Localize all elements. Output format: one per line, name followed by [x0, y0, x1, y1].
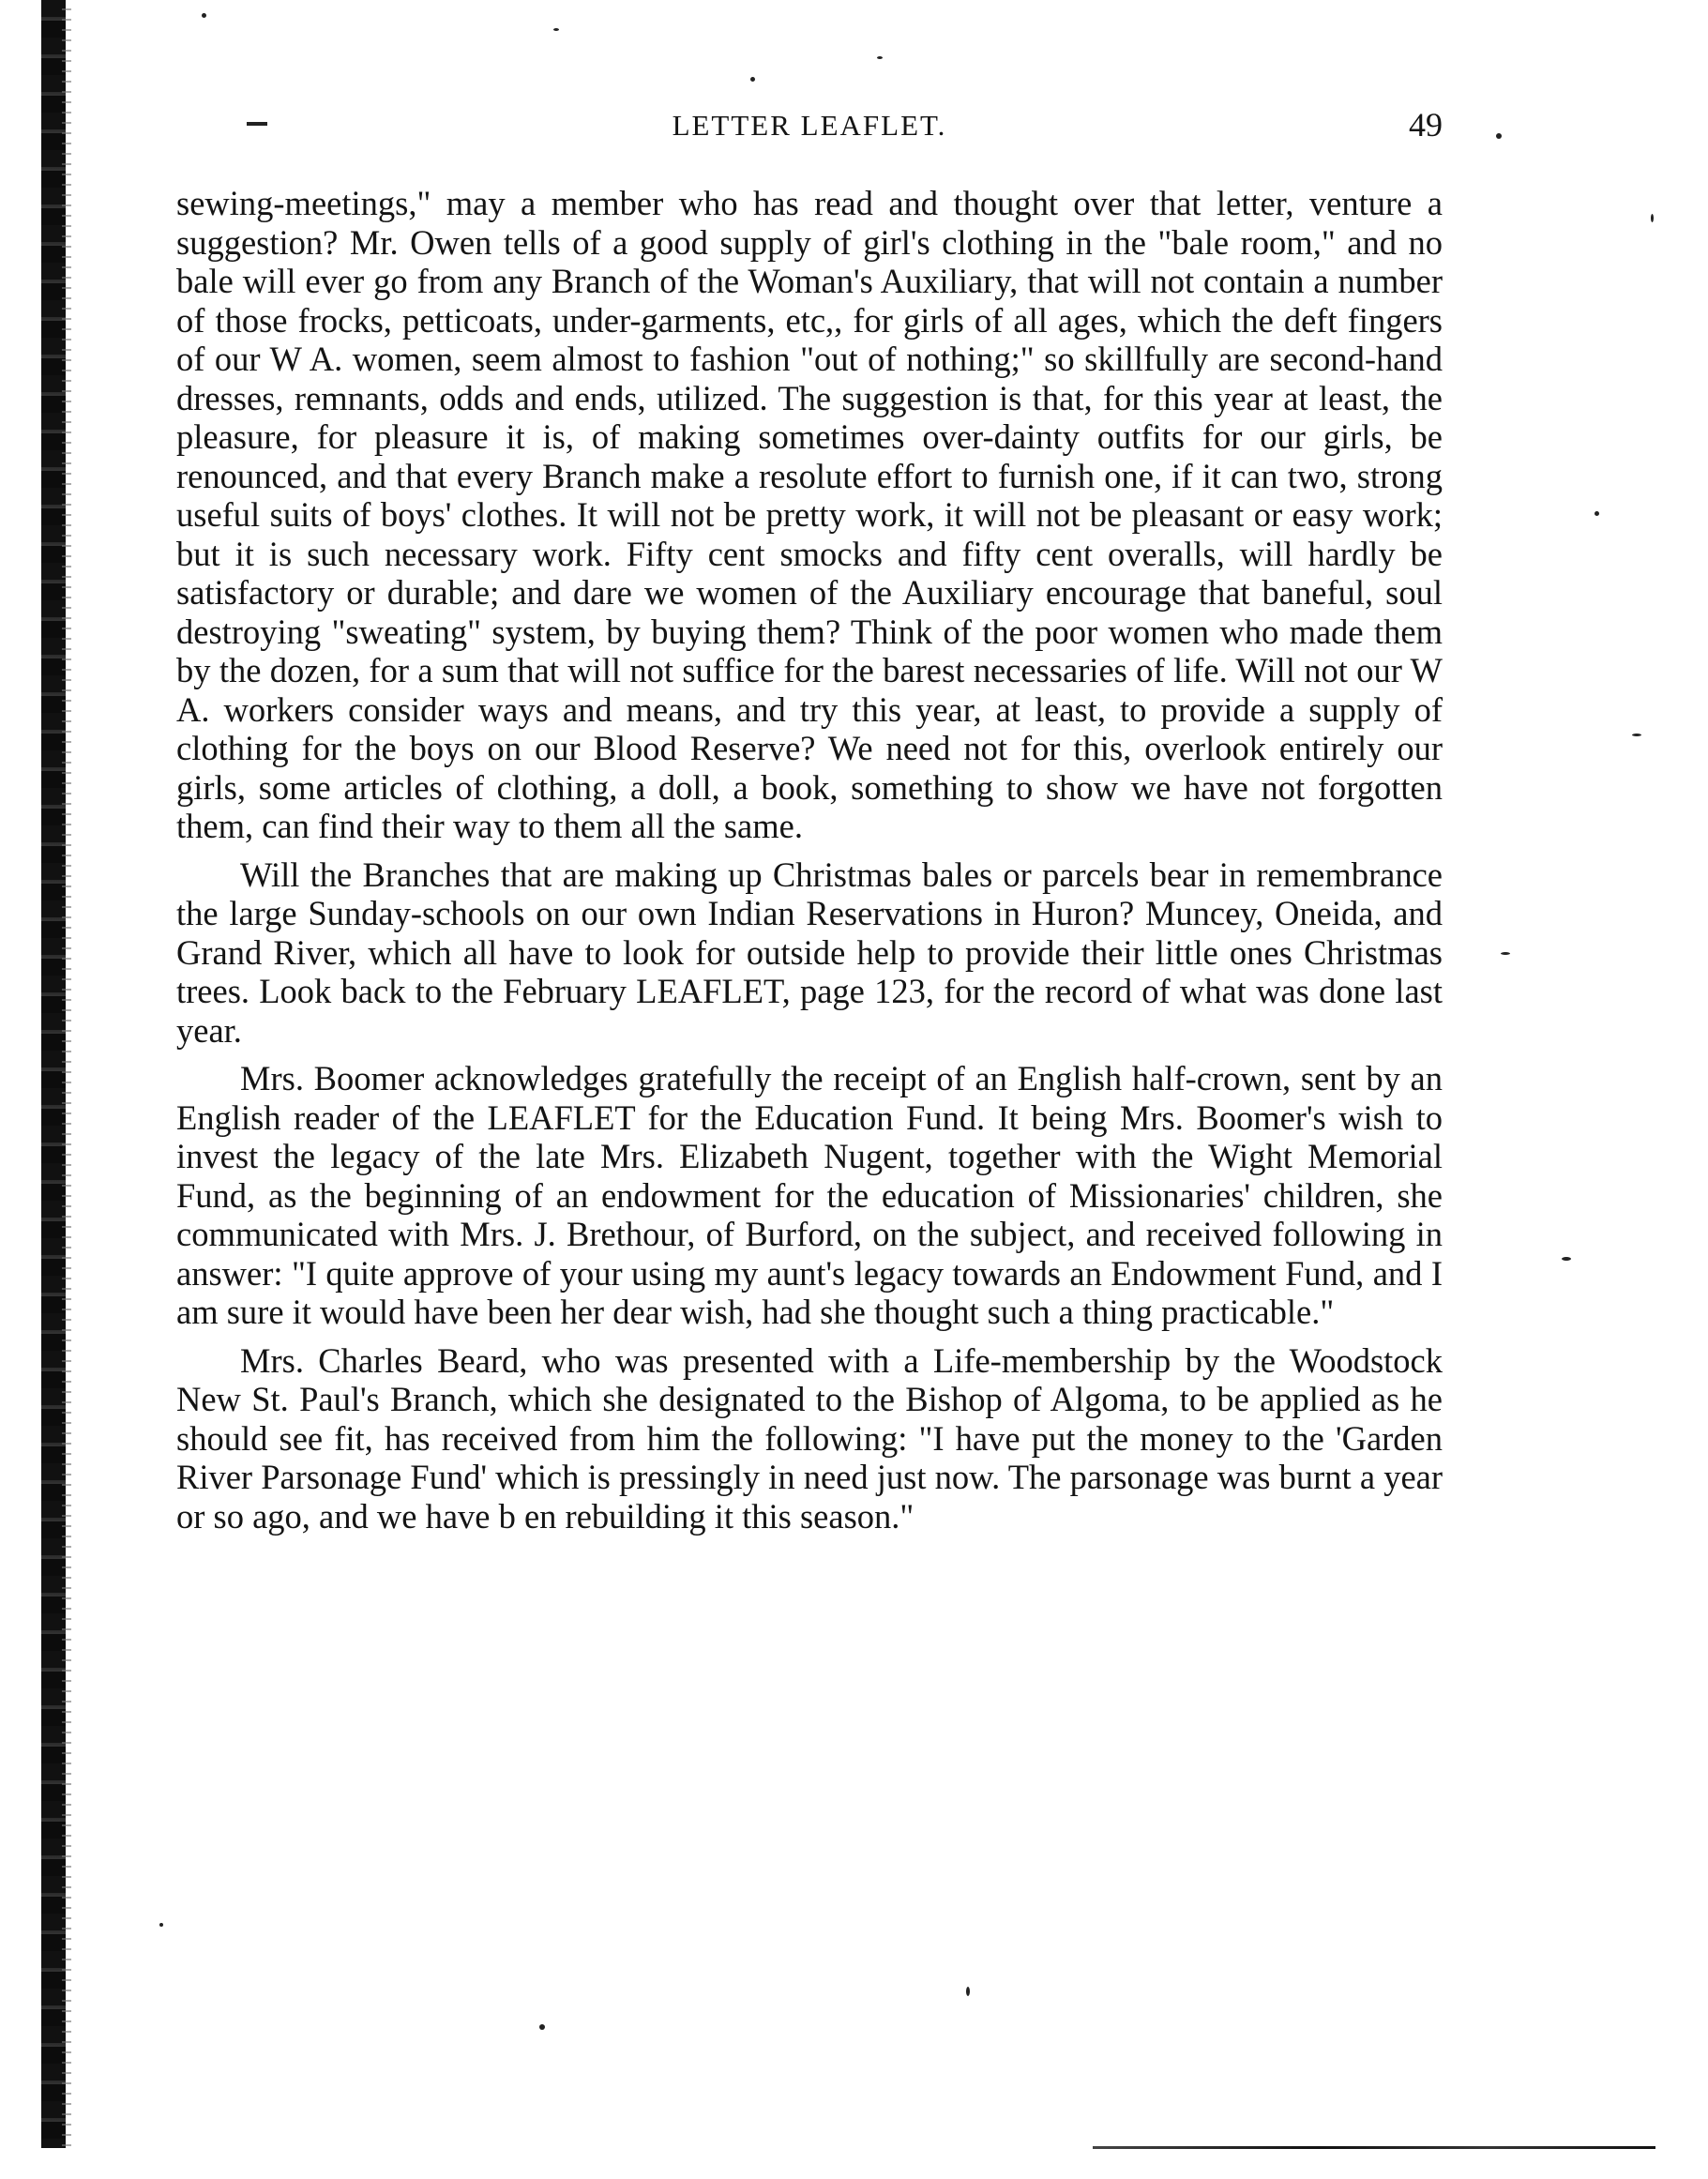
- speck: [877, 56, 883, 59]
- speck: [1496, 133, 1502, 139]
- bottom-rule: [1093, 2146, 1655, 2149]
- speck: [1501, 952, 1510, 955]
- speck: [539, 2024, 545, 2030]
- speck: [202, 13, 206, 18]
- paragraph-continuation: sewing-meetings," may a member who has read and thought over that letter, venture a suggestion? Mr. Owen tells of a good supply of girl's clothing in the "bale room," and no bale will ever go from any Branch of the Woman's Auxiliary, that will not contain a number of those frocks, petticoats, under-garments, etc,, for girls of all ages, which the deft fingers of our W A. women, seem almost to fashion "out of nothing;" so skillfully are second-hand dresses, remnants, odds and ends, utilized. The suggestion is that, for this year at least, the pleasure, for pleasure it is, of making sometimes over-dainty outfits for our girls, be renounced, and that every Branch make a resolute effort to furnish one, if it can two, strong useful suits of boys' clothes. It will not be pretty work, it will not be pleasant or easy work; but it is such necessary work. Fifty cent smocks and fifty cent overalls, will hardly be satisfactory or durable; and dare we women of the Auxiliary encourage that baneful, soul destroying "sweating" system, by buying them? Think of the poor women who made them by the dozen, for a sum that will not suffice for the barest necessaries of life. Will not our W A. workers consider ways and means, and try this year, at least, to provide a supply of clothing for the boys on our Blood Reserve? We need not for this, overlook entirely our girls, some articles of clothing, a doll, a book, something to show we have not forgotten them, can find their way to them all the same.: [176, 184, 1443, 845]
- speck: [1562, 1257, 1571, 1261]
- paragraph-boomer-education-fund: Mrs. Boomer acknowledges gratefully the receipt of an English half-crown, sent by an English reader of the LEAFLET for the Education Fund. It being Mrs. Boomer's wish to invest the legacy of the late Mrs. Elizabeth Nugent, together with the Wight Memorial Fund, as the beginning of an endowment for the education of Missionaries' children, she communicated with Mrs. J. Brethour, of Burford, on the subject, and received following in answer: "I quite approve of your using my aunt's legacy towards an Endowment Fund, and I am sure it would have been her dear wish, had she thought such a thing practicable.": [176, 1059, 1443, 1331]
- running-title: LETTER LEAFLET.: [672, 109, 947, 142]
- paragraph-beard-life-membership: Mrs. Charles Beard, who was presented with a Life-membership by the Woodstock New St. Paul's Branch, which she designated to the Bishop of Algoma, to be applied as he should see fit, has received from him the following: "I have put the money to the 'Garden River Parsonage Fund' which is pressingly in need just now. The parsonage was burnt a year or so ago, and we have b en rebuilding it this season.": [176, 1340, 1443, 1536]
- running-header: [176, 105, 1443, 152]
- speck: [159, 1923, 163, 1927]
- speck: [553, 28, 559, 31]
- speck: [966, 1987, 970, 1996]
- speck: [1632, 734, 1641, 736]
- speck: [750, 77, 755, 82]
- speck: [1651, 214, 1654, 222]
- body-text: [176, 184, 1443, 1545]
- speck: [1595, 511, 1599, 516]
- binding-edge: [41, 0, 66, 2148]
- page-number: 49: [1409, 106, 1443, 144]
- paragraph-christmas-bales: Will the Branches that are making up Christmas bales or parcels bear in remembrance the large Sunday-schools on our own Indian Reservations in Huron? Muncey, Oneida, and Grand River, which all have to look for outside help to provide their little ones Christmas trees. Look back to the February LEAFLET, page 123, for the record of what was done last year.: [176, 855, 1443, 1050]
